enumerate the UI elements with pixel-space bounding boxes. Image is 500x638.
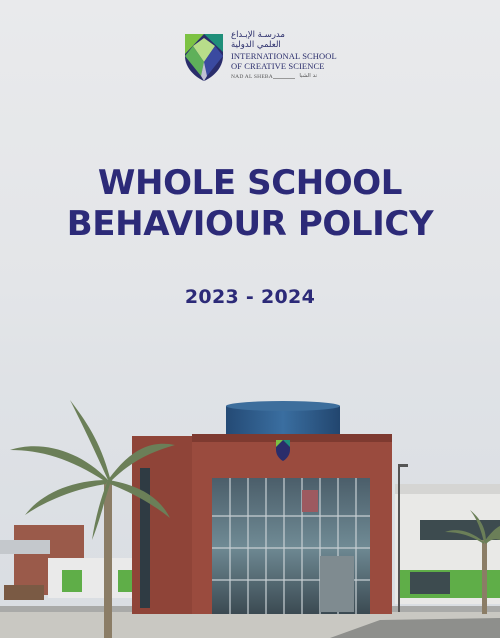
- school-shield-icon: [183, 32, 225, 82]
- title-line-2: BEHAVIOUR POLICY: [66, 204, 434, 244]
- logo-english-line-1: INTERNATIONAL SCHOOL: [231, 51, 337, 61]
- logo-location: [231, 74, 317, 84]
- logo-arabic-line-2: العلمي الدولية: [231, 40, 281, 50]
- logo-divider: [273, 78, 295, 79]
- document-title: [0, 163, 500, 245]
- school-building-photo: [0, 380, 500, 638]
- school-logo: [0, 30, 500, 90]
- academic-year: 2023 - 2024: [184, 286, 316, 308]
- title-line-1: WHOLE SCHOOL: [97, 163, 403, 203]
- logo-location-arabic: ند الشبا: [299, 73, 317, 79]
- logo-english-line-2: OF CREATIVE SCIENCE: [231, 60, 325, 71]
- logo-english-name: [231, 52, 337, 71]
- logo-location-text: NAD AL SHEBA: [231, 74, 273, 80]
- logo-arabic-line-1: مدرسـة الإبـداع: [231, 30, 285, 40]
- logo-arabic-name: [231, 30, 321, 50]
